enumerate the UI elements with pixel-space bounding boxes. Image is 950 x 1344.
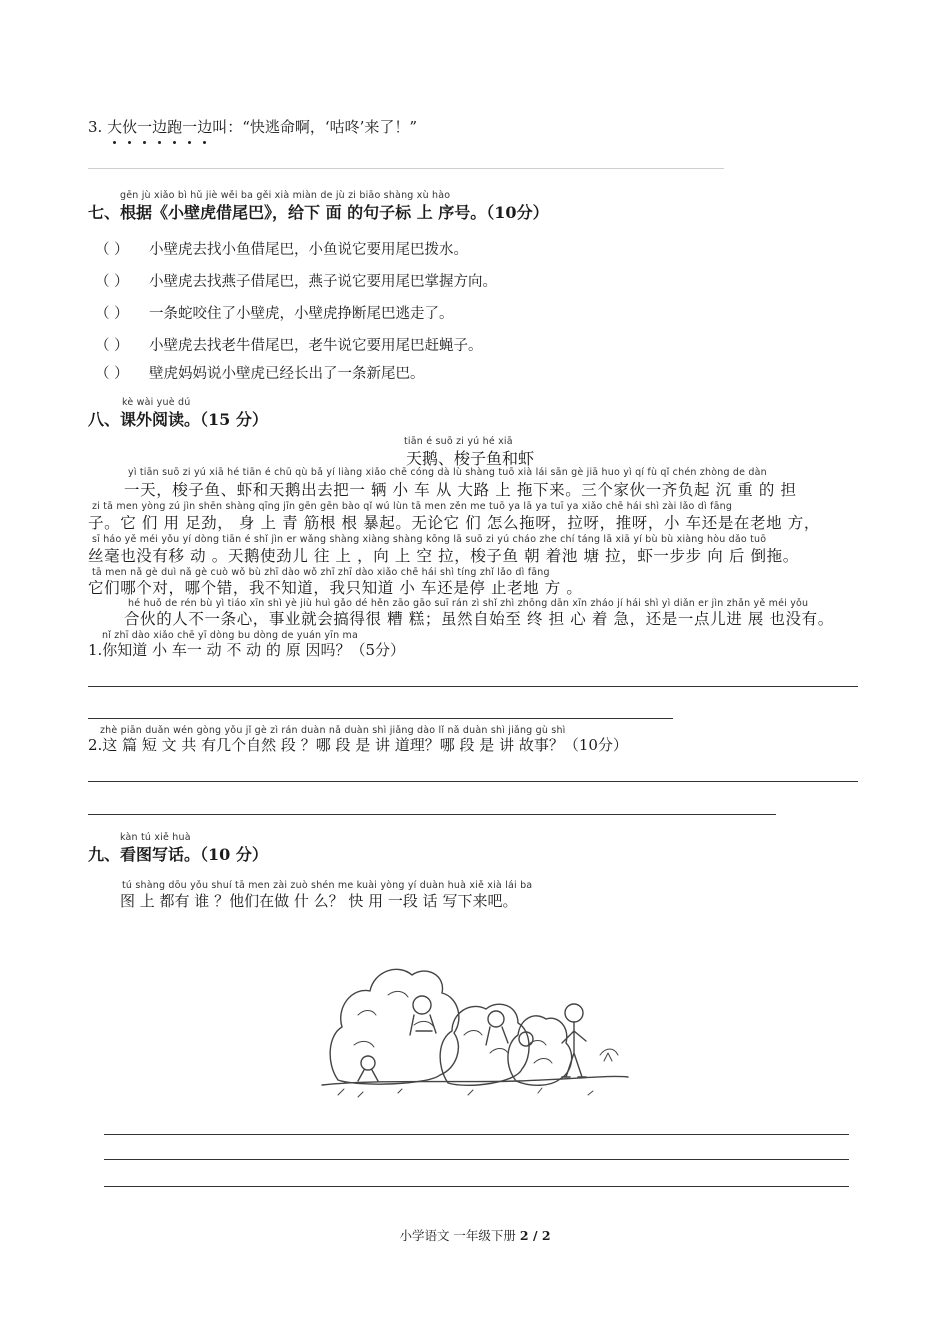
question-3-rest: 叫：“快逃命啊，‘咕咚’来了！” <box>212 118 418 136</box>
answer-line-q2[interactable] <box>88 814 776 815</box>
section-9-prompt-pinyin: tú shàng dōu yǒu shuí tā men zài zuò shén me kuài yòng yí duàn huà xiě xià lái ba <box>122 880 533 891</box>
order-item-5 <box>95 362 425 383</box>
bush-tuft <box>600 1049 618 1061</box>
hide-and-seek-illustration <box>318 935 630 1115</box>
question-2-pinyin: zhè piān duǎn wén gòng yǒu jǐ gè zì rán duàn nǎ duàn shì jiǎng dào lǐ nǎ duàn shì jiǎng gù shì <box>100 725 566 736</box>
order-blank[interactable]: （ ） <box>95 338 129 354</box>
order-item-text: 小壁虎去找燕子借尾巴，燕子说它要用尾巴掌握方向。 <box>149 274 497 290</box>
section-7-title: 七、根据《小壁虎借尾巴》，给下 面 的句子标 上 序号。 <box>88 203 487 222</box>
question-1: 1.你知道 小 车一 动 不 动 的 原 因吗？（5分） <box>88 641 406 659</box>
question-1-pinyin: nǐ zhī dào xiǎo chē yī dòng bu dòng de yuán yīn ma <box>102 630 359 641</box>
section-8-heading <box>88 407 268 430</box>
story-line: 丝毫也没有移 动 。天鹅使劲儿 往 上 ，向 上 空 拉，梭子鱼 朝 着池 塘 拉，虾一步步 向 后 倒拖。 <box>88 547 799 565</box>
child-head <box>361 1056 375 1070</box>
dot-marked-char: 边 <box>197 118 213 136</box>
answer-line-q1[interactable] <box>88 718 673 719</box>
child-head <box>488 1011 504 1027</box>
section-7-points: （10分） <box>486 203 549 222</box>
left-bush-texture <box>354 991 434 1047</box>
story-title-pinyin: tiān é suō zi yú hé xiā <box>404 436 513 447</box>
answer-line-q3 <box>88 168 724 169</box>
dot-marked-char: 边 <box>152 118 168 136</box>
section-9-pinyin: kàn tú xiě huà <box>120 832 191 843</box>
writing-line[interactable] <box>104 1159 849 1160</box>
dot-marked-char: 一 <box>182 118 198 136</box>
section-9-prompt: 图 上 都有 谁 ？他们在做 什 么？ 快 用 一段 话 写下来吧。 <box>120 892 518 910</box>
section-8-pinyin: kè wài yuè dú <box>122 397 191 408</box>
page-footer <box>0 1226 950 1244</box>
story-line-pinyin: hé huǒ de rén bù yì tiáo xīn shì yè jiù huì gǎo dé hěn zāo gāo suī rán zì shǐ zhì zhōng dān xīn zháo jí hái shì yì diǎn er jìn zhǎn yě méi yǒu <box>128 598 809 609</box>
order-item-1 <box>95 238 468 259</box>
answer-line-q1[interactable] <box>88 686 858 687</box>
section-7-heading <box>88 200 549 223</box>
story-line-pinyin: tā men nǎ gè duì nǎ gè cuò wǒ bù zhī dào wǒ zhī zhī dào xiǎo chē hái shì tíng zhǐ lǎo dì fāng <box>92 567 550 578</box>
child-body <box>486 1027 508 1045</box>
story-line: 一天，梭子鱼、虾和天鹅出去把一 辆 小 车 从 大路 上 拖下来。三个家伙一齐负起 沉 重 的 担 <box>124 481 797 499</box>
writing-line[interactable] <box>104 1186 849 1187</box>
section-9-title: 九、看图写话。 <box>88 845 201 864</box>
order-blank[interactable]: （ ） <box>95 366 129 382</box>
order-item-2 <box>95 270 497 291</box>
child-head <box>413 996 431 1014</box>
question-2: 2.这 篇 短 文 共 有几个自然 段 ？哪 段 是 讲 道理？哪 段 是 讲 故事？（10分） <box>88 736 628 754</box>
story-line-pinyin: zi tā men yòng zú jìn shēn shàng qīng jīn gēn gēn bào qǐ wú lùn tā men zěn me tuō ya lā ya tuī ya xiǎo chē hái shì zài lǎo dì fāng <box>92 501 733 512</box>
story-line: 子。它 们 用 足劲， 身 上 青 筋根 根 暴起。无论它 们 怎么拖呀，拉呀，推呀，小 车还是在老地 方， <box>88 514 820 532</box>
grass-strokes <box>338 1088 593 1097</box>
question-3 <box>88 116 417 137</box>
middle-bush <box>440 1004 529 1085</box>
section-7-pinyin: gēn jù xiǎo bì hǔ jiè wěi ba gěi xià miàn de jù zi biāo shàng xù hào <box>120 190 451 201</box>
order-item-text: 小壁虎去找老牛借尾巴，老牛说它要用尾巴赶蝇子。 <box>149 338 483 354</box>
order-item-3 <box>95 302 454 323</box>
order-item-4 <box>95 334 483 355</box>
order-item-text: 小壁虎去找小鱼借尾巴，小鱼说它要用尾巴拨水。 <box>149 242 468 258</box>
footer-page-number: 2 / 2 <box>519 1228 551 1243</box>
left-bush <box>330 969 459 1084</box>
dot-marked-char: 跑 <box>167 118 183 136</box>
order-item-text: 一条蛇咬住了小壁虎，小壁虎挣断尾巴逃走了。 <box>149 306 454 322</box>
order-item-text: 壁虎妈妈说小壁虎已经长出了一条新尾巴。 <box>149 366 425 382</box>
child-body <box>358 1070 378 1081</box>
story-line: 合伙的人不一条心，事业就会搞得很 糟 糕；虽然自始至 终 担 心 着 急，还是一点儿进 展 也没有。 <box>124 610 834 628</box>
section-9-points: （10 分） <box>200 845 268 864</box>
section-8-points: （15 分） <box>200 410 268 429</box>
answer-line-q2[interactable] <box>88 781 858 782</box>
order-blank[interactable]: （ ） <box>95 242 129 258</box>
writing-line[interactable] <box>104 1134 849 1135</box>
section-8-title: 八、课外阅读。 <box>88 410 201 429</box>
dot-marked-char: 伙 <box>122 118 138 136</box>
story-line-pinyin: yì tiān suō zi yú xiā hé tiān é chū qù bǎ yí liàng xiǎo chē cóng dà lù shàng tuō xià lái sān gè jiā huo yì qí fù qǐ chén zhòng de dàn <box>128 467 767 478</box>
child-head <box>519 1032 533 1046</box>
story-title: 天鹅、梭子鱼和虾 <box>406 449 535 468</box>
order-blank[interactable]: （ ） <box>95 274 129 290</box>
dot-marked-char: 一 <box>137 118 153 136</box>
footer-subject: 小学语文 一年级下册 <box>399 1228 520 1243</box>
question-3-number: 3. <box>88 118 108 136</box>
order-blank[interactable]: （ ） <box>95 306 129 322</box>
section-9-heading <box>88 842 268 865</box>
story-line: 它们哪个对，哪个错，我不知道，我只知道 小 车还是停 止老地 方 。 <box>88 579 583 597</box>
seeker-head <box>565 1004 583 1022</box>
dot-marked-char: 大 <box>107 118 123 136</box>
middle-bush-texture <box>464 1031 508 1054</box>
story-line-pinyin: sī háo yě méi yǒu yí dòng tiān é shǐ jìn er wǎng shàng xiàng shàng kōng lā suō zi yú cháo zhe chí táng lā xiā yí bù bù xiàng hòu dǎo tuō <box>92 534 767 545</box>
